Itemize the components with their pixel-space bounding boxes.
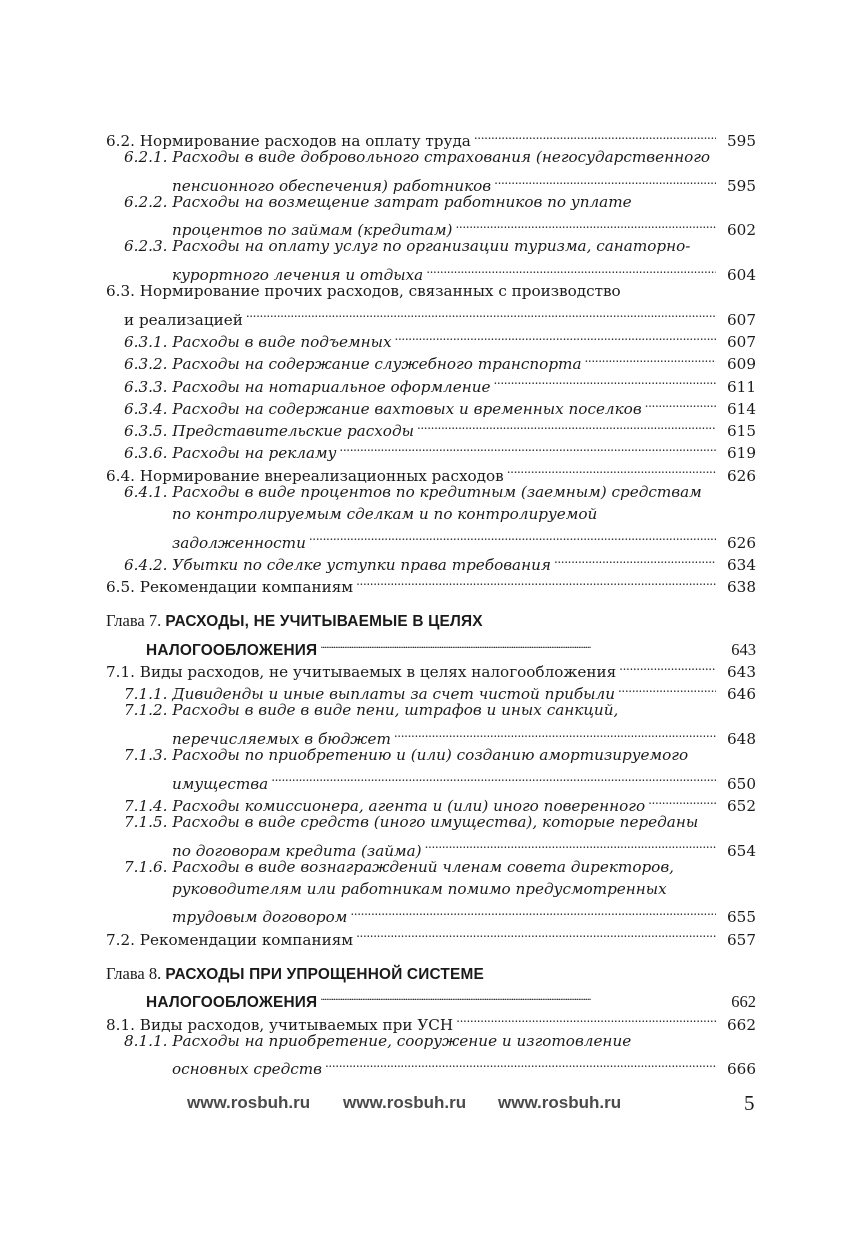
toc-entry-6-3-5[interactable]: 6.3.5. Представительские расходы . . . 615	[106, 414, 756, 436]
page-number: 654	[727, 841, 756, 860]
toc-entry-7-1-6[interactable]: трудовым договором . . . 655	[106, 900, 756, 922]
toc-entry-7-1-6-line2: руководителям или работникам помимо предусмотренных	[172, 879, 667, 898]
toc-entry-6-4-1[interactable]: задолженности . . . 626	[106, 525, 756, 547]
page-number: 609	[727, 355, 756, 374]
page-number: 648	[727, 730, 756, 749]
toc-entry-7-1-3[interactable]: имущества . . . 650	[106, 766, 756, 788]
chapter-8-heading[interactable]: НАЛОГООБЛОЖЕНИЯ . . . 662	[106, 985, 756, 1007]
page-number: 662	[731, 992, 756, 1012]
toc-entry-6-4-1-line2: по контролируемым сделкам и по контролируемой	[172, 505, 598, 524]
page-number: 634	[727, 555, 756, 574]
toc-entry-6-3-6[interactable]: 6.3.6. Расходы на рекламу . . . 619	[106, 436, 756, 458]
footer-url[interactable]: www.rosbuh.ru	[498, 1093, 622, 1112]
page-number: 626	[727, 466, 756, 485]
toc-entry-6-3-4[interactable]: 6.3.4. Расходы на содержание вахтовых и временных поселков . . . 614	[106, 392, 756, 414]
toc-entry-6-3-3[interactable]: 6.3.3. Расходы на нотариальное оформление . . . 611	[106, 369, 756, 391]
page-number-footer: 5	[744, 1091, 755, 1115]
page-number: 662	[727, 1015, 756, 1034]
toc-entry-6-3-1[interactable]: 6.3.1. Расходы в виде подъемных . . . 607	[106, 325, 756, 347]
page-number: 615	[727, 422, 756, 441]
toc-entry-6-2-1[interactable]: пенсионного обеспечения) работников . . . 595	[106, 169, 756, 191]
page-number: 652	[727, 796, 756, 815]
toc-entry-7-1-6-line1: 7.1.6. Расходы в виде вознаграждений членам совета директоров,	[124, 857, 674, 876]
page-number: 655	[727, 908, 756, 927]
page-number: 646	[727, 685, 756, 704]
page-number: 643	[727, 663, 756, 682]
chapter-7-heading[interactable]: НАЛОГООБЛОЖЕНИЯ . . . 643	[106, 633, 756, 655]
page-number: 611	[727, 377, 756, 396]
toc-entry-7-1-2[interactable]: перечисляемых в бюджет . . . 648	[106, 722, 756, 744]
page-number: 650	[727, 774, 756, 793]
page-number: 626	[727, 533, 756, 552]
toc-entry-6-3-line1: 6.3. Нормирование прочих расходов, связанных с производство	[106, 282, 621, 301]
toc-entry-6-2[interactable]: 6.2. Нормирование расходов на оплату труда . . . 595	[106, 124, 756, 146]
toc-entry-8-1-1[interactable]: основных средств . . . 666	[106, 1052, 756, 1074]
toc-entry-7-1[interactable]: 7.1. Виды расходов, не учитываемых в целях налогообложения . . . 643	[106, 655, 756, 677]
toc-entry-6-3[interactable]: и реализацией . . . 607	[106, 302, 756, 324]
chapter-7-heading-line1: Глава 7. РАСХОДЫ, НЕ УЧИТЫВАЕМЫЕ В ЦЕЛЯХ	[106, 611, 483, 631]
toc-entry-6-2-3[interactable]: курортного лечения и отдыха . . . 604	[106, 258, 756, 280]
toc-entry-7-1-3-line1: 7.1.3. Расходы по приобретению и (или) созданию амортизируемого	[124, 746, 689, 765]
page-number: 595	[727, 176, 756, 195]
toc-entry-7-1-5-line1: 7.1.5. Расходы в виде средств (иного имущества), которые переданы	[124, 812, 699, 831]
toc-entry-6-5[interactable]: 6.5. Рекомендации компаниям . . . 638	[106, 570, 756, 592]
page-number: 666	[727, 1060, 756, 1079]
page-footer	[0, 1093, 857, 1119]
toc-entry-6-3-2[interactable]: 6.3.2. Расходы на содержание служебного транспорта . . . 609	[106, 347, 756, 369]
toc-entry-6-4-1-line1: 6.4.1. Расходы в виде процентов по кредитным (заемным) средствам	[124, 482, 702, 501]
page-number: 607	[727, 332, 756, 351]
toc-entry-6-2-2[interactable]: процентов по займам (кредитам) . . . 602	[106, 213, 756, 235]
toc-entry-6-2-2-line1: 6.2.2. Расходы на возмещение затрат работников по уплате	[124, 192, 632, 211]
page-number: 614	[727, 399, 756, 418]
footer-url[interactable]: www.rosbuh.ru	[343, 1093, 467, 1112]
toc-entry-6-2-3-line1: 6.2.3. Расходы на оплату услуг по организации туризма, санаторно-	[124, 237, 691, 256]
page-number: 595	[727, 132, 756, 151]
page-number: 604	[727, 266, 756, 285]
page-number: 638	[727, 578, 756, 597]
toc-entry-7-2[interactable]: 7.2. Рекомендации компаниям . . . 657	[106, 922, 756, 944]
page-number: 607	[727, 310, 756, 329]
toc-entry-7-1-1[interactable]: 7.1.1. Дивиденды и иные выплаты за счет чистой прибыли . . . 646	[106, 677, 756, 699]
page-number: 657	[727, 930, 756, 949]
toc-entry-8-1[interactable]: 8.1. Виды расходов, учитываемых при УСН . . . 662	[106, 1007, 756, 1029]
toc-entry-7-1-5[interactable]: по договорам кредита (займа) . . . 654	[106, 833, 756, 855]
chapter-8-heading-line1: Глава 8. РАСХОДЫ ПРИ УПРОЩЕННОЙ СИСТЕМЕ	[106, 963, 484, 983]
page-number: 602	[727, 221, 756, 240]
footer-url[interactable]: www.rosbuh.ru	[187, 1093, 311, 1112]
toc-entry-8-1-1-line1: 8.1.1. Расходы на приобретение, сооружение и изготовление	[124, 1031, 632, 1050]
page-number: 643	[731, 639, 756, 659]
toc-entry-6-4[interactable]: 6.4. Нормирование внереализационных расходов . . . 626	[106, 458, 756, 480]
toc-entry-6-2-1-line1: 6.2.1. Расходы в виде добровольного страхования (негосударственного	[124, 148, 711, 167]
toc-entry-6-4-2[interactable]: 6.4.2. Убытки по сделке уступки права требования . . . 634	[106, 548, 756, 570]
toc-entry-7-1-4[interactable]: 7.1.4. Расходы комиссионера, агента и (или) иного поверенного . . . 652	[106, 789, 756, 811]
page-number: 619	[727, 444, 756, 463]
table-of-contents	[106, 124, 756, 1079]
toc-entry-7-1-2-line1: 7.1.2. Расходы в виде в виде пени, штрафов и иных санкций,	[124, 701, 619, 720]
